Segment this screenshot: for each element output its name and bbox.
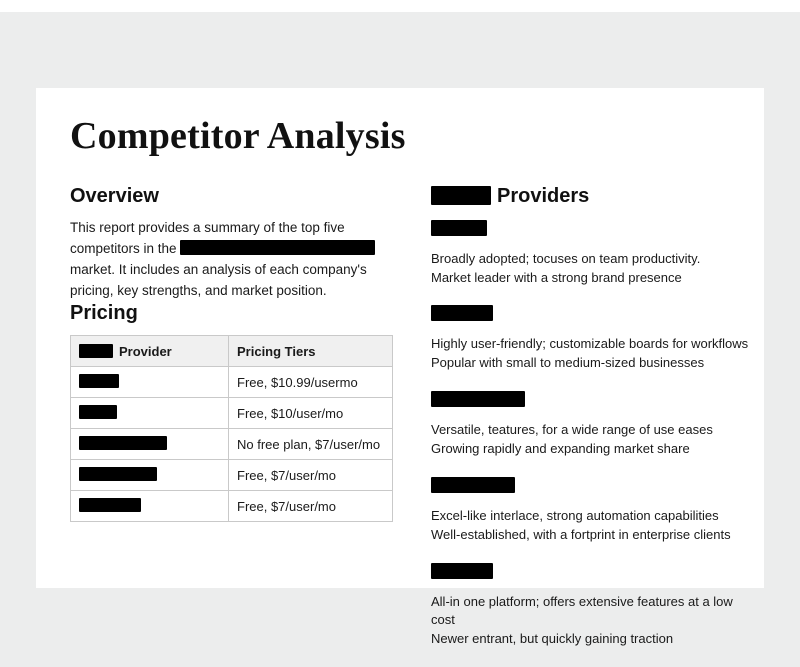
providers-heading bbox=[431, 184, 750, 208]
provider-line-1: Highly user-friendly; customizable boards for workflows bbox=[431, 336, 749, 352]
table-cell-tier: Free, $10/user/mo bbox=[229, 398, 393, 429]
table-cell-provider bbox=[71, 491, 229, 522]
redaction-bar-provider-name-5 bbox=[431, 563, 493, 579]
pricing-heading: Pricing bbox=[70, 302, 138, 325]
provider-line-1: Versatile, teatures, for a wide range of use eases bbox=[431, 422, 713, 438]
providers-heading-label: Providers bbox=[497, 184, 590, 207]
table-cell-tier: Free, $7/user/mo bbox=[229, 491, 393, 522]
provider-line-2: Popular with small to medium-sized businesses bbox=[431, 355, 705, 371]
table-row bbox=[71, 398, 393, 429]
overview-heading: Overview bbox=[70, 184, 159, 207]
pricing-table bbox=[70, 335, 393, 522]
provider-line-2: Well-established, with a fortprint in enterprise clients bbox=[431, 526, 731, 542]
list-item bbox=[431, 563, 750, 650]
table-header-pricing-tiers: Pricing Tiers bbox=[229, 336, 393, 367]
provider-line-2: Market leader with a strong brand presence bbox=[431, 269, 682, 285]
table-cell-tier: Free, $7/user/mo bbox=[229, 460, 393, 491]
overview-paragraph-part1: This report provides a summary of the top five competitors in the bbox=[70, 219, 345, 256]
table-header-provider-label: Provider bbox=[119, 343, 172, 359]
table-header-provider bbox=[71, 336, 229, 367]
redaction-bar-providers-heading bbox=[431, 186, 491, 205]
provider-line-2: Newer entrant, but quickly gaining traction bbox=[431, 631, 674, 647]
table-cell-tier: No free plan, $7/user/mo bbox=[229, 429, 393, 460]
redaction-bar-provider-2 bbox=[79, 405, 117, 419]
document-page bbox=[36, 88, 764, 647]
provider-name bbox=[431, 220, 750, 241]
overview-paragraph-part2: market. It includes an analysis of each company's pricing, key strengths, and market position. bbox=[70, 261, 367, 298]
right-column bbox=[431, 184, 750, 667]
table-cell-provider bbox=[71, 367, 229, 398]
redaction-bar-provider-4 bbox=[79, 467, 157, 481]
redaction-bar-provider-5 bbox=[79, 498, 141, 512]
table-cell-provider bbox=[71, 398, 229, 429]
redaction-bar-provider-name-3 bbox=[431, 391, 525, 407]
redaction-bar-provider-3 bbox=[79, 436, 167, 450]
providers-list bbox=[431, 220, 750, 649]
table-row bbox=[71, 491, 393, 522]
provider-name bbox=[431, 305, 750, 326]
overview-paragraph bbox=[70, 218, 393, 302]
table-cell-provider bbox=[71, 460, 229, 491]
table-cell-provider bbox=[71, 429, 229, 460]
provider-name bbox=[431, 391, 750, 412]
redaction-bar-provider-1 bbox=[79, 374, 119, 388]
redaction-bar-header-provider bbox=[79, 344, 113, 358]
table-header-row bbox=[71, 336, 393, 367]
list-item bbox=[431, 305, 750, 373]
redaction-bar-provider-name-1 bbox=[431, 220, 487, 236]
document-body bbox=[70, 116, 750, 667]
table-row bbox=[71, 460, 393, 491]
provider-line-2: Growing rapidly and expanding market share bbox=[431, 441, 690, 457]
table-row bbox=[71, 429, 393, 460]
redaction-bar-provider-name-2 bbox=[431, 305, 493, 321]
table-cell-tier: Free, $10.99/usermo bbox=[229, 367, 393, 398]
provider-name bbox=[431, 477, 750, 498]
two-column-layout bbox=[70, 184, 750, 667]
table-row bbox=[71, 367, 393, 398]
left-column bbox=[70, 184, 393, 667]
provider-line-1: All-in one platform; offers extensive features at a low cost bbox=[431, 593, 733, 628]
list-item bbox=[431, 220, 750, 288]
list-item bbox=[431, 391, 750, 459]
redaction-bar-provider-name-4 bbox=[431, 477, 515, 493]
page-title: Competitor Analysis bbox=[70, 115, 406, 157]
window-top-bar bbox=[0, 0, 800, 12]
provider-name bbox=[431, 563, 750, 584]
list-item bbox=[431, 477, 750, 545]
redaction-bar-market bbox=[180, 240, 375, 255]
provider-line-1: Broadly adopted; tocuses on team productivity. bbox=[431, 250, 701, 266]
provider-line-1: Excel-like interlace, strong automation capabilities bbox=[431, 507, 719, 523]
